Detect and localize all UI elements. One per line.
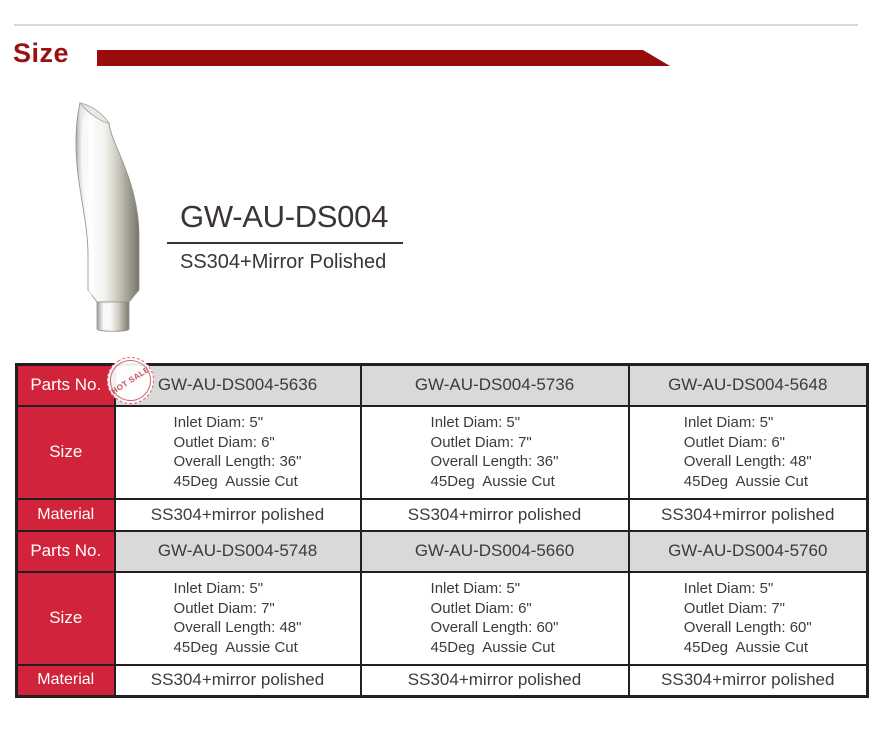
size-cell — [115, 572, 361, 665]
material-cell: SS304+mirror polished — [115, 665, 361, 697]
size-spec-line: Overall Length: 48" — [173, 619, 302, 636]
size-spec-line: Inlet Diam: 5" — [683, 414, 774, 431]
row-label-parts-no: Parts No. — [17, 365, 115, 406]
section-title-banner — [97, 50, 670, 66]
size-spec-line: Overall Length: 60" — [683, 619, 812, 636]
size-cell — [629, 406, 868, 499]
size-spec-line: 45Deg Aussie Cut — [430, 638, 555, 656]
size-spec-line: Outlet Diam: 6" — [173, 433, 275, 451]
size-spec-line: Outlet Diam: 6" — [683, 433, 785, 451]
part-no-cell: GW-AU-DS004-5648 — [629, 365, 868, 406]
size-spec-line: Overall Length: 48" — [683, 453, 812, 470]
table-row — [17, 531, 868, 572]
row-label-material: Material — [17, 665, 115, 697]
row-label-size: Size — [17, 572, 115, 665]
size-cell — [629, 572, 868, 665]
size-spec-line: Outlet Diam: 7" — [683, 599, 785, 617]
hot-sale-label: HOT SALE — [109, 364, 152, 397]
material-cell: SS304+mirror polished — [629, 499, 868, 531]
size-spec-line: 45Deg Aussie Cut — [173, 638, 298, 656]
spec-table — [15, 363, 869, 698]
product-caption — [167, 199, 403, 274]
size-spec-line: 45Deg Aussie Cut — [173, 472, 298, 490]
size-spec-line: Inlet Diam: 5" — [430, 580, 521, 597]
size-spec-line: 45Deg Aussie Cut — [683, 472, 809, 490]
table-row — [17, 499, 868, 531]
size-spec-line: Inlet Diam: 5" — [683, 580, 774, 597]
size-spec-line: 45Deg Aussie Cut — [430, 472, 555, 490]
material-cell: SS304+mirror polished — [629, 665, 868, 697]
table-row — [17, 665, 868, 697]
part-no-cell: GW-AU-DS004-5660 — [361, 531, 629, 572]
part-no-cell: GW-AU-DS004-5636 — [115, 365, 361, 406]
size-spec-line: 45Deg Aussie Cut — [683, 638, 809, 656]
size-spec-line: Inlet Diam: 5" — [173, 414, 264, 431]
size-spec-line: Outlet Diam: 6" — [430, 599, 532, 617]
row-label-parts-no: Parts No. — [17, 531, 115, 572]
product-code: GW-AU-DS004 — [180, 199, 389, 234]
size-cell — [115, 406, 361, 499]
size-spec-line: Outlet Diam: 7" — [430, 433, 532, 451]
size-spec-line: Overall Length: 36" — [430, 453, 559, 470]
size-spec-line: Outlet Diam: 7" — [173, 599, 275, 617]
table-row — [17, 406, 868, 499]
part-no-cell: GW-AU-DS004-5748 — [115, 531, 361, 572]
table-row — [17, 572, 868, 665]
row-label-size: Size — [17, 406, 115, 499]
section-title: Size — [13, 38, 70, 68]
row-label-material: Material — [17, 499, 115, 531]
product-image-exhaust-stack — [55, 95, 185, 340]
size-spec-line: Inlet Diam: 5" — [430, 414, 521, 431]
size-spec-line: Inlet Diam: 5" — [173, 580, 264, 597]
pipe-inlet-tube — [97, 302, 129, 331]
size-spec-line: Overall Length: 36" — [173, 453, 302, 470]
part-no-cell: GW-AU-DS004-5760 — [629, 531, 868, 572]
part-no-cell: GW-AU-DS004-5736 — [361, 365, 629, 406]
top-divider — [14, 24, 858, 26]
size-cell — [361, 572, 629, 665]
size-cell — [361, 406, 629, 499]
material-cell: SS304+mirror polished — [115, 499, 361, 531]
material-cell: SS304+mirror polished — [361, 665, 629, 697]
size-spec-line: Overall Length: 60" — [430, 619, 559, 636]
product-material: SS304+Mirror Polished — [180, 251, 387, 273]
material-cell: SS304+mirror polished — [361, 499, 629, 531]
